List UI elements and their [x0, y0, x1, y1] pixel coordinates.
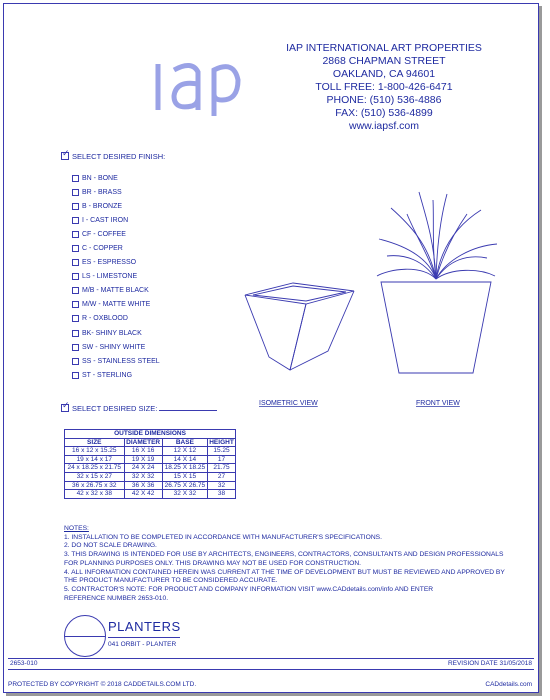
cell-size: 32 x 15 x 27: [65, 472, 125, 481]
cell-base: 26.75 X 26.75: [162, 481, 207, 490]
caddetails-link[interactable]: CADdetails.com: [485, 681, 532, 688]
notes-section: [64, 525, 505, 603]
planter-views: [229, 184, 509, 414]
column-header: SIZE: [65, 438, 125, 447]
table-row: [65, 464, 236, 473]
cell-size: 42 x 32 x 38: [65, 490, 125, 499]
cell-diameter: 19 X 19: [124, 455, 162, 464]
note-line: FOR PLANNING PURPOSES ONLY. THIS DRAWING MAY NOT BE USED FOR CONSTRUCTION.: [64, 559, 362, 567]
finish-label: C - COPPER: [82, 245, 123, 253]
cell-diameter: 42 X 42: [124, 490, 162, 499]
checkbox[interactable]: [72, 287, 79, 294]
checkbox[interactable]: [72, 189, 79, 196]
title-underline: [108, 637, 180, 638]
checkbox[interactable]: [72, 217, 79, 224]
title-block: [64, 615, 204, 655]
finish-label: I - CAST IRON: [82, 216, 129, 224]
cell-base: 15 X 15: [162, 472, 207, 481]
finish-header: [61, 152, 165, 161]
note-line: 3. THIS DRAWING IS INTENDED FOR USE BY ARCHITECTS, ENGINEERS, CONTRACTORS, CONSULTANTS AND DESIGN PROFESSIONALS: [64, 551, 504, 559]
cell-base: 32 X 32: [162, 490, 207, 499]
finish-option[interactable]: [72, 199, 202, 213]
front-view-label: FRONT VIEW: [416, 400, 460, 407]
finish-label: M/W - MATTE WHITE: [82, 301, 151, 309]
cell-height: 38: [208, 490, 236, 499]
checkbox[interactable]: [72, 372, 79, 379]
note-line: REFERENCE NUMBER 2653-010.: [64, 594, 169, 602]
cell-size: 16 x 12 x 15.25: [65, 447, 125, 456]
finish-label: SW - SHINY WHITE: [82, 343, 146, 351]
cell-size: 19 x 14 x 17: [65, 455, 125, 464]
drawing-subtitle: 041 ORBIT - PLANTER: [108, 641, 177, 648]
size-entry-line[interactable]: [159, 410, 217, 411]
isometric-view-label: ISOMETRIC VIEW: [259, 400, 318, 407]
finish-option[interactable]: [72, 326, 202, 340]
section-symbol-icon: [64, 615, 106, 657]
cell-height: 15.25: [208, 447, 236, 456]
finish-label: BN - BONE: [82, 174, 118, 182]
finish-label: LS - LIMESTONE: [82, 273, 138, 281]
finish-label: ST - STERLING: [82, 371, 133, 379]
finish-option[interactable]: [72, 270, 202, 284]
notes-header: NOTES:: [64, 525, 89, 532]
finish-label: BK- SHINY BLACK: [82, 329, 142, 337]
finish-option[interactable]: [72, 241, 202, 255]
cell-diameter: 16 X 16: [124, 447, 162, 456]
size-header: [61, 404, 217, 413]
checkbox[interactable]: [72, 273, 79, 280]
checkbox[interactable]: [72, 203, 79, 210]
size-header-checkbox[interactable]: [61, 404, 69, 412]
column-header: DIAMETER: [124, 438, 162, 447]
finish-label: BR - BRASS: [82, 188, 122, 196]
company-fax: FAX: (510) 536-4899: [335, 107, 433, 119]
checkbox[interactable]: [72, 231, 79, 238]
copyright-text: PROTECTED BY COPYRIGHT © 2018 CADDETAILS.COM LTD.: [8, 681, 197, 688]
cell-base: 14 X 14: [162, 455, 207, 464]
finish-label: ES - ESPRESSO: [82, 259, 137, 267]
cell-diameter: 36 X 36: [124, 481, 162, 490]
checkbox[interactable]: [72, 301, 79, 308]
company-name: IAP INTERNATIONAL ART PROPERTIES: [286, 42, 482, 54]
company-website[interactable]: www.iapsf.com: [348, 120, 420, 132]
finish-option[interactable]: [72, 185, 202, 199]
drawing-sheet: [3, 3, 539, 693]
size-header-label: SELECT DESIRED SIZE:: [72, 404, 158, 413]
finish-option[interactable]: [72, 368, 202, 382]
company-toll-free: TOLL FREE: 1-800-426-6471: [315, 81, 453, 93]
cell-size: 24 x 18.25 x 21.75: [65, 464, 125, 473]
note-line: THE PRODUCT MANUFACTURER TO BE CONSIDERED ACCURATE.: [64, 577, 278, 585]
company-city: OAKLAND, CA 94601: [332, 68, 436, 80]
checkbox[interactable]: [72, 315, 79, 322]
company-phone: PHONE: (510) 536-4886: [326, 94, 442, 106]
column-header: HEIGHT: [209, 438, 234, 446]
finish-option[interactable]: [72, 312, 202, 326]
table-row: [65, 455, 236, 464]
front-planter-drawing: [377, 192, 497, 373]
finish-option[interactable]: [72, 354, 202, 368]
info-bar-bottom-rule: [8, 669, 534, 670]
checkbox[interactable]: [72, 175, 79, 182]
dimensions-title: OUTSIDE DIMENSIONS: [65, 430, 236, 439]
finish-label: B - BRONZE: [82, 202, 123, 210]
table-row: [65, 481, 236, 490]
checkbox[interactable]: [72, 344, 79, 351]
cell-diameter: 24 X 24: [124, 464, 162, 473]
cell-base: 18.25 X 18.25: [162, 464, 207, 473]
revision-date: REVISION DATE 31/05/2018: [447, 660, 532, 667]
info-bar-top-rule: [8, 658, 534, 659]
table-row: [65, 447, 236, 456]
iap-logo: [152, 54, 242, 116]
cell-height: 21.75: [208, 464, 236, 473]
finish-option[interactable]: [72, 171, 202, 185]
finish-option[interactable]: [72, 227, 202, 241]
finish-label: CF - COFFEE: [82, 230, 126, 238]
cell-height: 27: [208, 472, 236, 481]
note-line: 5. CONTRACTOR'S NOTE: FOR PRODUCT AND COMPANY INFORMATION VISIT www.CADdetails.com/info AND ENTER: [64, 585, 434, 593]
table-row: [65, 490, 236, 499]
isometric-planter-drawing: [245, 283, 354, 370]
note-line: 1. INSTALLATION TO BE COMPLETED IN ACCORDANCE WITH MANUFACTURER'S SPECIFICATIONS.: [64, 533, 382, 541]
reference-number: 2653-010: [10, 660, 38, 667]
cell-height: 17: [208, 455, 236, 464]
finish-option[interactable]: [72, 298, 202, 312]
drawing-title: PLANTERS: [108, 619, 181, 634]
checkbox[interactable]: [72, 245, 79, 252]
cell-diameter: 32 X 32: [124, 472, 162, 481]
column-header: BASE: [162, 438, 207, 447]
note-line: 4. ALL INFORMATION CONTAINED HEREIN WAS CURRENT AT THE TIME OF DEVELOPMENT BUT MUST BE REVIEWED AND APPROVED BY: [64, 568, 505, 576]
finish-list: [72, 171, 202, 382]
checkbox[interactable]: [72, 358, 79, 365]
finish-option[interactable]: [72, 256, 202, 270]
company-street: 2868 CHAPMAN STREET: [322, 55, 446, 67]
table-row: [65, 472, 236, 481]
finish-option[interactable]: [72, 340, 202, 354]
finish-header-label: SELECT DESIRED FINISH:: [72, 152, 166, 161]
checkbox[interactable]: [72, 330, 79, 337]
finish-option[interactable]: [72, 284, 202, 298]
finish-option[interactable]: [72, 213, 202, 227]
company-info: [284, 42, 484, 133]
finish-label: R - OXBLOOD: [82, 315, 128, 323]
checkbox[interactable]: [72, 259, 79, 266]
cell-base: 12 X 12: [162, 447, 207, 456]
cell-height: 32: [208, 481, 236, 490]
finish-header-checkbox[interactable]: [61, 152, 69, 160]
finish-label: M/B - MATTE BLACK: [82, 287, 149, 295]
dimensions-table: [64, 429, 236, 499]
finish-label: SS - STAINLESS STEEL: [82, 357, 160, 365]
cell-size: 36 x 26.75 x 32: [65, 481, 125, 490]
note-line: 2. DO NOT SCALE DRAWING.: [64, 542, 157, 550]
